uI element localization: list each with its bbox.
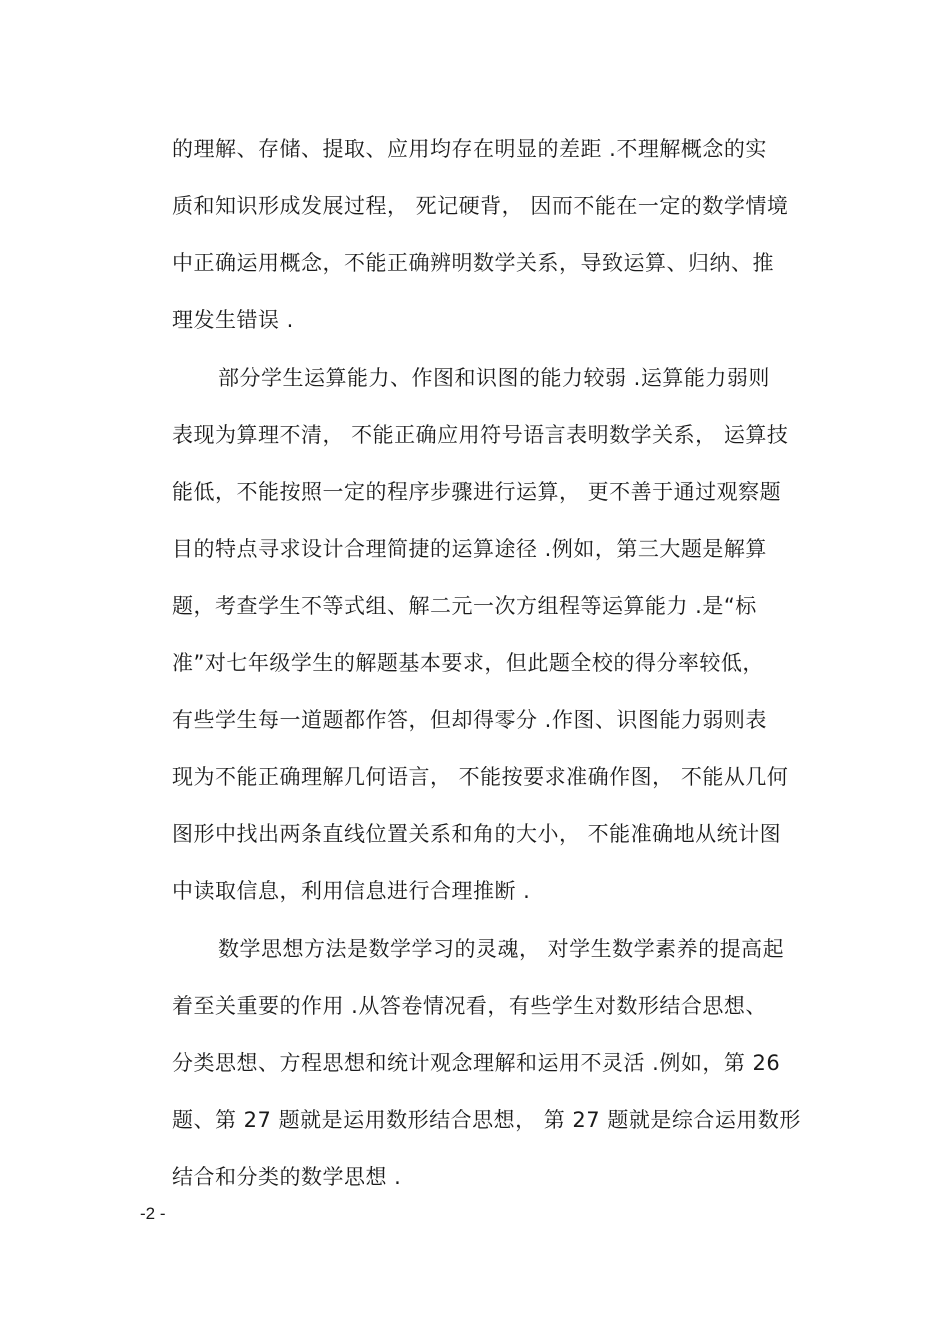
paragraph-start-line: 部分学生运算能力、作图和识图的能力较弱 .运算能力弱则 [218, 366, 770, 390]
text-line: 的理解、存储、提取、应用均存在明显的差距 .不理解概念的实 [172, 137, 767, 161]
text-line: 目的特点寻求设计合理简捷的运算途径 .例如，第三大题是解算 [172, 537, 767, 561]
text-line: 着至关重要的作用 .从答卷情况看，有些学生对数形结合思想、 [172, 994, 767, 1018]
text-line: 表现为算理不清， 不能正确应用符号语言表明数学关系， 运算技 [172, 423, 789, 447]
text-line: 准”对七年级学生的解题基本要求，但此题全校的得分率较低， [172, 651, 764, 675]
text-line: 现为不能正确理解几何语言， 不能按要求准确作图， 不能从几何 [172, 765, 789, 789]
text-line: 能低，不能按照一定的程序步骤进行运算， 更不善于通过观察题 [172, 480, 782, 504]
page-number: -2 - [140, 1204, 166, 1223]
text-line: 质和知识形成发展过程， 死记硬背， 因而不能在一定的数学情境 [172, 194, 789, 218]
text-line: 题，考查学生不等式组、解二元一次方组程等运算能力 .是“标 [172, 594, 757, 618]
text-line: 分类思想、方程思想和统计观念理解和运用不灵活 .例如，第 26 [172, 1051, 781, 1075]
text-line: 有些学生每一道题都作答，但却得零分 .作图、识图能力弱则表 [172, 708, 767, 732]
paragraph-start-line: 数学思想方法是数学学习的灵魂， 对学生数学素养的提高起 [218, 937, 785, 961]
text-line: 中正确运用概念，不能正确辨明数学关系，导致运算、归纳、推 [172, 251, 774, 275]
text-line: 结合和分类的数学思想 . [172, 1165, 402, 1189]
text-line: 中读取信息，利用信息进行合理推断 . [172, 879, 531, 903]
text-line: 题、第 27 题就是运用数形结合思想， 第 27 题就是综合运用数形 [172, 1108, 801, 1132]
text-line: 理发生错误 . [172, 308, 294, 332]
text-line: 图形中找出两条直线位置关系和角的大小， 不能准确地从统计图 [172, 822, 782, 846]
